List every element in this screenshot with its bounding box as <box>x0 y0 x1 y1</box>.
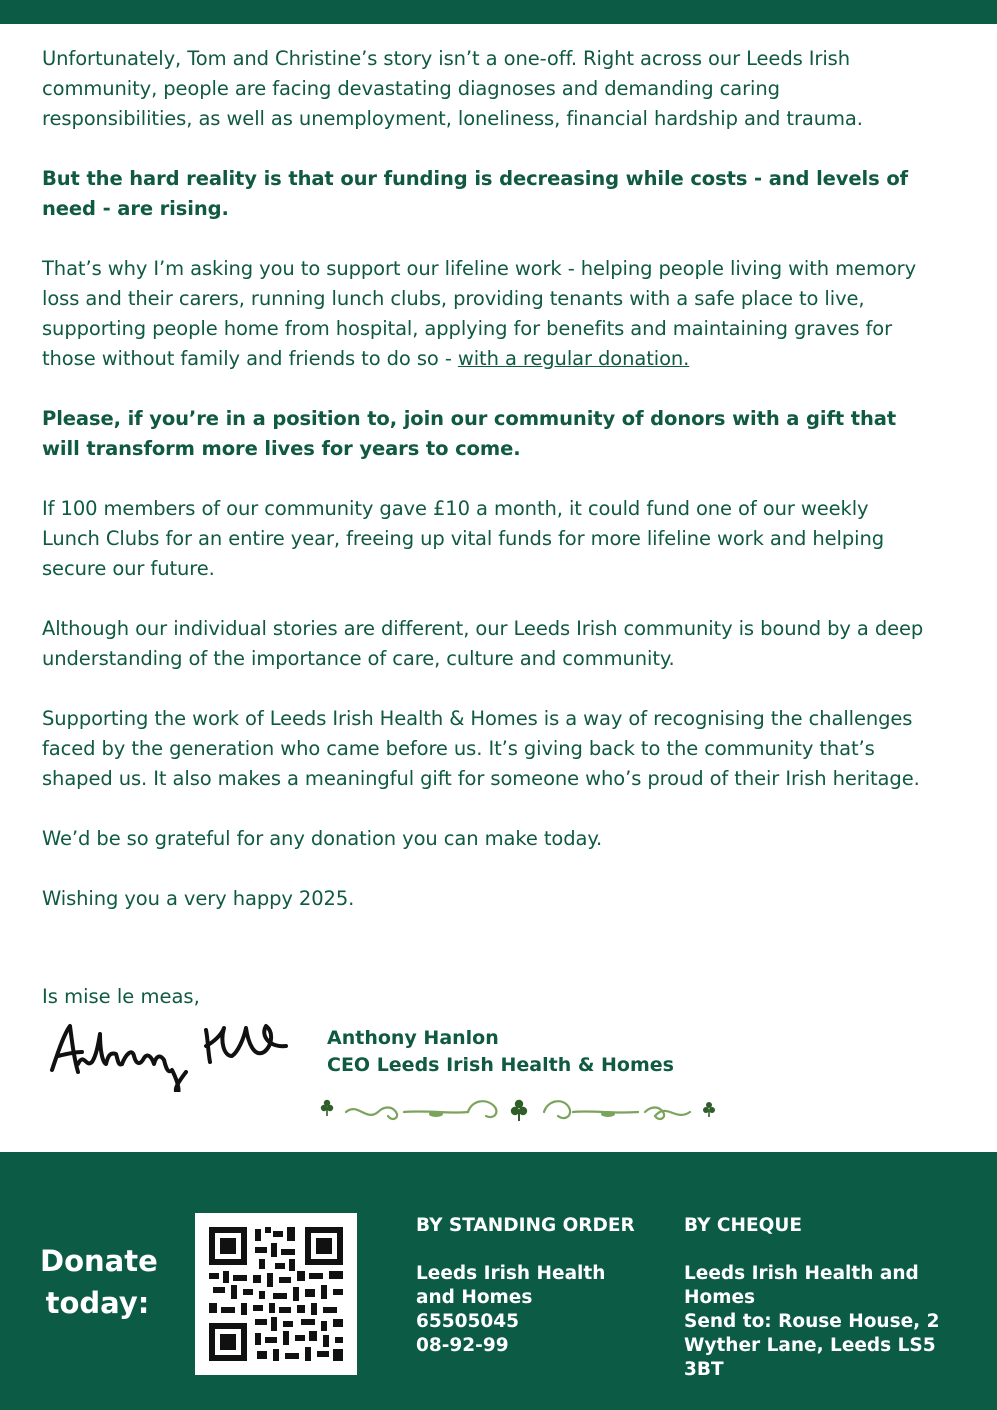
qr-code-icon <box>209 1227 343 1361</box>
shamrock-icon <box>321 1100 333 1116</box>
cheque-payee-2: Homes <box>684 1287 756 1308</box>
donation-footer <box>0 1152 997 1410</box>
letter-body <box>42 44 932 944</box>
paragraph-appeal: Please, if you’re in a position to, join our community of donors with a gift that will transform more lives for years to come. <box>42 407 897 460</box>
donate-today-label: Donate today: <box>40 1244 158 1320</box>
account-number: 65505045 <box>416 1311 519 1332</box>
paragraph-heritage: Supporting the work of Leeds Irish Health & Homes is a way of recognising the challenges faced by the generation who came before us. It’s giving back to the community that’s shaped us. It also makes a meaningful gift for someone who’s proud of their Irish heritage. <box>42 707 920 790</box>
sort-code: 08-92-99 <box>416 1335 509 1356</box>
cheque-heading: BY CHEQUE <box>684 1215 803 1236</box>
cheque-address-2: Wyther Lane, Leeds LS5 3BT <box>684 1335 936 1380</box>
qr-code[interactable] <box>195 1213 357 1375</box>
closing-line: Is mise le meas, <box>42 985 200 1008</box>
shamrock-icon <box>703 1102 715 1117</box>
paragraph-funding: But the hard reality is that our funding is decreasing while costs - and levels of need - are rising. <box>42 167 909 220</box>
paragraph-grateful: We’d be so grateful for any donation you can make today. <box>42 827 603 850</box>
signature-image <box>48 1012 298 1092</box>
paragraph-1: Unfortunately, Tom and Christine’s story isn’t a one-off. Right across our Leeds Irish community, people are facing devastating diagnoses and demanding caring responsibilities, as well as unemployment, loneliness, financial hardship and trauma. <box>42 47 863 130</box>
signatory <box>327 1025 674 1079</box>
shamrock-icon <box>511 1100 527 1121</box>
paragraph-lunch-clubs: If 100 members of our community gave £10 a month, it could fund one of our weekly Lunch Clubs for an entire year, freeing up vital funds for more lifeline work and helping secure our future. <box>42 497 884 580</box>
signatory-title: CEO Leeds Irish Health & Homes <box>327 1054 674 1076</box>
paragraph-lifeline-text: That’s why I’m asking you to support our lifeline work - helping people living with memory loss and their carers, running lunch clubs, providing tenants with a safe place to live, supporting people home from hospital, applying for benefits and maintaining graves for those without family and friends to do so - <box>42 257 917 370</box>
standing-order-details <box>416 1214 656 1358</box>
standing-order-payee-2: and Homes <box>416 1287 533 1308</box>
signatory-name: Anthony Hanlon <box>327 1027 499 1049</box>
cheque-address-1: Send to: Rouse House, 2 <box>684 1311 940 1332</box>
paragraph-community: Although our individual stories are different, our Leeds Irish community is bound by a deep understanding of the importance of care, culture and community. <box>42 617 924 670</box>
paragraph-lifeline <box>42 254 932 374</box>
standing-order-payee-1: Leeds Irish Health <box>416 1263 606 1284</box>
paragraph-wishes: Wishing you a very happy 2025. <box>42 887 355 910</box>
standing-order-heading: BY STANDING ORDER <box>416 1215 635 1236</box>
cheque-details <box>684 1214 974 1382</box>
celtic-ornament-divider <box>318 1092 723 1132</box>
top-bar <box>0 0 997 24</box>
cheque-payee-1: Leeds Irish Health and <box>684 1263 919 1284</box>
regular-donation-link[interactable]: with a regular donation. <box>457 347 690 370</box>
